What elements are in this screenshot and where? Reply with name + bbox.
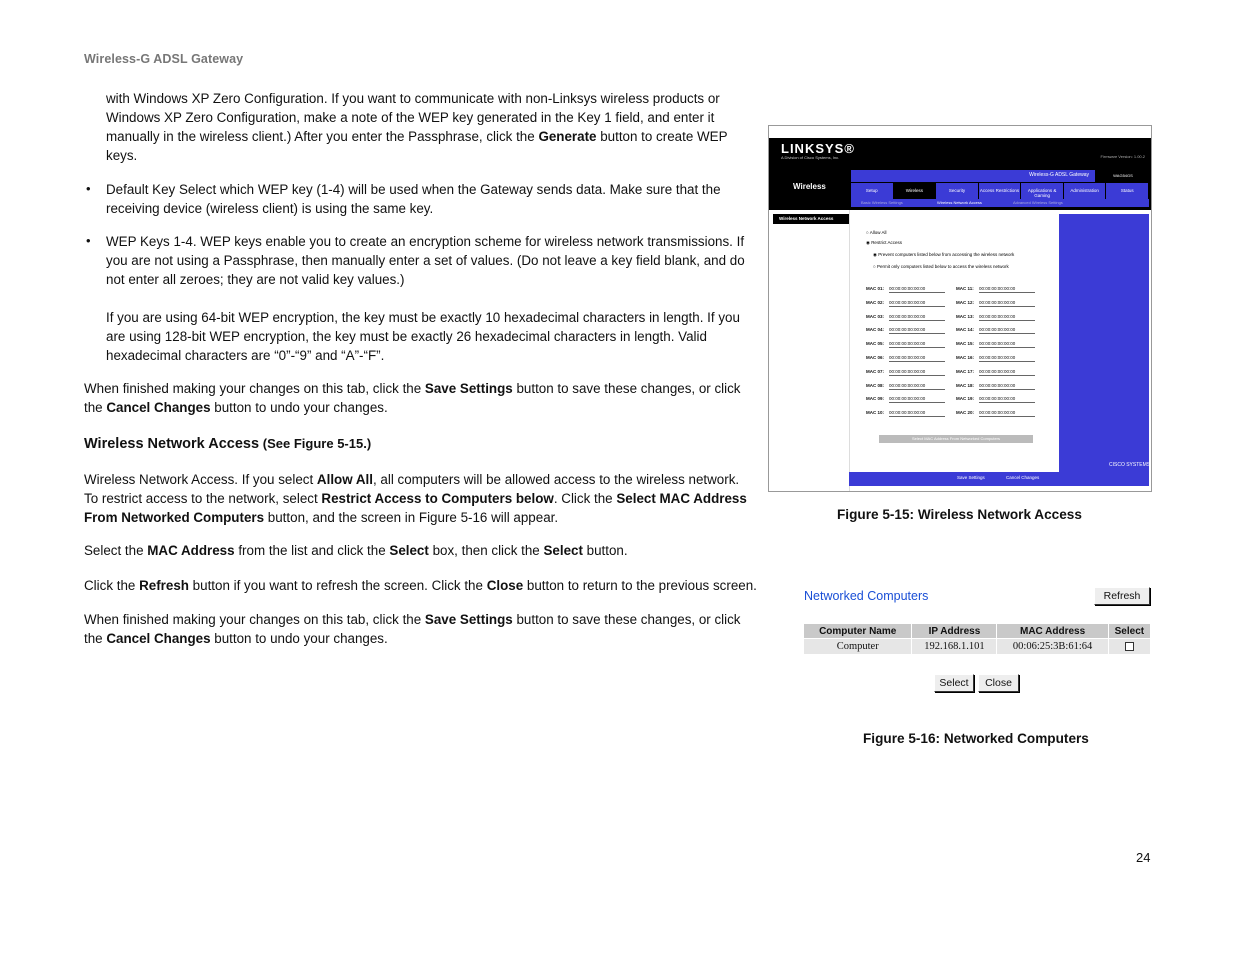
text-line: manually in the wireless client.) After you enter the Passphrase, click the Generate button to create WEP xyxy=(106,129,728,144)
mac-label: MAC 05: xyxy=(866,341,885,347)
text-line: the Cancel Changes button to undo your changes. xyxy=(84,400,388,415)
text-line: you are not using a Passphrase, then manually enter a set of values. (Do not leave a key field blank, and do xyxy=(106,253,745,268)
mac-input[interactable]: 00:00:00:00:00:00 xyxy=(889,381,945,390)
sub-tabs xyxy=(851,199,1149,207)
cisco-logo: CISCO SYSTEMS xyxy=(1109,462,1151,468)
column-select: Select xyxy=(1108,624,1150,639)
cancel-changes-button[interactable]: Cancel Changes xyxy=(1006,475,1040,480)
text-line: From Networked Computers button, and the screen in Figure 5-16 will appear. xyxy=(84,510,559,525)
mac-input[interactable]: 00:00:00:00:00:00 xyxy=(979,353,1035,362)
tab-status[interactable]: Status xyxy=(1106,183,1148,199)
networked-computers-table xyxy=(803,623,1151,655)
mac-label: MAC 01: xyxy=(866,286,885,291)
paragraph-network-access xyxy=(84,470,774,527)
paragraph-refresh xyxy=(84,576,774,595)
close-button[interactable]: Close xyxy=(978,674,1019,692)
radio-allow-all[interactable]: ○ Allow All xyxy=(866,230,887,235)
tab-setup[interactable]: Setup xyxy=(851,183,893,199)
mac-input[interactable]: 00:00:00:00:00:00 xyxy=(889,353,945,362)
text-line: with Windows XP Zero Configuration. If you want to communicate with non-Linksys wireless products or xyxy=(106,91,720,106)
text-line: When finished making your changes on this tab, click the Save Settings button to save these changes, or click xyxy=(84,612,741,627)
paragraph-select-mac xyxy=(84,541,764,560)
mac-label: MAC 14: xyxy=(956,327,975,333)
linksys-logo: LINKSYS® xyxy=(781,141,855,156)
mac-label: MAC 04: xyxy=(866,327,885,333)
cell-computer-name: Computer xyxy=(804,639,912,655)
bullet-marker: • xyxy=(86,181,91,196)
text-line: Click the Refresh button if you want to refresh the screen. Click the Close button to return to the previous screen. xyxy=(84,578,757,593)
mac-input[interactable]: 00:00:00:00:00:00 xyxy=(979,394,1035,403)
mac-label: MAC 16: xyxy=(956,355,975,360)
left-panel-label: Wireless Network Access xyxy=(773,214,849,224)
mac-label: MAC 20: xyxy=(956,410,975,416)
logo-subtitle: A Division of Cisco Systems, Inc. xyxy=(781,155,840,160)
figure-16-caption: Figure 5-16: Networked Computers xyxy=(863,731,1089,746)
text-line: Windows XP Zero Configuration, make a note of the WEP key generated in the Key 1 field, and enter it xyxy=(106,110,715,125)
mac-label: MAC 09: xyxy=(866,396,885,402)
subtab-basic[interactable]: Basic Wireless Settings xyxy=(861,200,903,205)
bullet-marker: • xyxy=(86,233,91,248)
text-line: To restrict access to the network, select Restrict Access to Computers below. Click the Select MAC Address xyxy=(84,491,747,506)
mac-label: MAC 07: xyxy=(866,368,885,374)
text-line: When finished making your changes on this tab, click the Save Settings button to save these changes, or click xyxy=(84,381,741,396)
paragraph-save-settings-2 xyxy=(84,610,764,648)
mac-label: MAC 02: xyxy=(866,299,885,305)
tab-security[interactable]: Security xyxy=(936,183,978,199)
select-mac-button[interactable]: Select MAC Address From Networked Computers xyxy=(879,435,1033,443)
mac-label: MAC 06: xyxy=(866,355,885,360)
mac-label: MAC 18: xyxy=(956,382,975,388)
text-line: are using 128-bit WEP encryption, the key must be exactly 26 hexadecimal characters in length. Valid xyxy=(106,329,707,344)
subtab-advanced[interactable]: Advanced Wireless Settings xyxy=(1013,200,1063,205)
product-bar xyxy=(851,170,1095,182)
text-line: receiving device (wireless client) is using the same key. xyxy=(106,201,434,216)
mac-input[interactable]: 00:00:00:00:00:00 xyxy=(979,381,1035,390)
left-panel xyxy=(769,214,849,492)
mac-input[interactable]: 00:00:00:00:00:00 xyxy=(889,312,945,321)
mac-input[interactable]: 00:00:00:00:00:00 xyxy=(889,325,945,334)
mac-label: MAC 17: xyxy=(956,368,975,374)
mac-label: MAC 10: xyxy=(866,410,885,416)
tab-access-restrictions[interactable]: Access Restrictions xyxy=(979,183,1021,199)
column-computer-name: Computer Name xyxy=(804,624,912,639)
text-line: Default Key Select which WEP key (1-4) will be used when the Gateway sends data. Make sure that the xyxy=(106,182,721,197)
firmware-version: Firmware Version: 1.00.2 xyxy=(1100,154,1145,159)
bullet-wep-keys xyxy=(106,232,771,289)
page-number: 24 xyxy=(1136,850,1151,865)
paragraph-wep-length xyxy=(106,308,771,365)
cell-ip-address: 192.168.1.101 xyxy=(912,639,997,655)
tab-administration[interactable]: Administration xyxy=(1064,183,1106,199)
text-line: the Cancel Changes button to undo your changes. xyxy=(84,631,388,646)
tab-applications-gaming[interactable]: Applications & Gaming xyxy=(1021,183,1063,199)
product-name: Wireless-G ADSL Gateway xyxy=(1029,172,1089,178)
mac-input[interactable]: 00:00:00:00:00:00 xyxy=(889,408,945,417)
figure-wireless-network-access xyxy=(768,125,1152,492)
save-settings-button[interactable]: Save Settings xyxy=(957,475,985,480)
paragraph-save-settings-1 xyxy=(84,379,764,417)
section-heading: Wireless Network Access (See Figure 5-15.) xyxy=(84,436,372,452)
mac-input[interactable]: 00:00:00:00:00:00 xyxy=(979,312,1035,321)
radio-permit[interactable]: ○ Permit only computers listed below to access the wireless network xyxy=(873,264,1009,269)
mac-input[interactable]: 00:00:00:00:00:00 xyxy=(889,394,945,403)
mac-input[interactable]: 00:00:00:00:00:00 xyxy=(979,367,1035,376)
mac-input[interactable]: 00:00:00:00:00:00 xyxy=(889,367,945,376)
section-title: Wireless xyxy=(793,182,826,191)
main-tabs xyxy=(851,183,1149,199)
mac-label: MAC 19: xyxy=(956,396,975,402)
text-line: keys. xyxy=(106,148,138,163)
text-line: not enter all zeroes; they are not valid key values.) xyxy=(106,272,405,287)
radio-prevent[interactable]: ◉ Prevent computers listed below from accessing the wireless network xyxy=(873,252,1015,257)
networked-computers-title: Networked Computers xyxy=(804,589,929,603)
column-mac-address: MAC Address xyxy=(997,624,1108,639)
mac-label: MAC 11: xyxy=(956,286,974,291)
mac-input[interactable]: 00:00:00:00:00:00 xyxy=(889,284,945,293)
mac-label: MAC 03: xyxy=(866,313,885,319)
text-line: WEP Keys 1-4. WEP keys enable you to create an encryption scheme for wireless network transmissions. If xyxy=(106,234,745,249)
text-line: Wireless Network Access. If you select Allow All, all computers will be allowed access to the wireless network. xyxy=(84,472,740,487)
bullet-default-key xyxy=(106,180,766,218)
mac-input[interactable]: 00:00:00:00:00:00 xyxy=(979,284,1035,293)
refresh-button[interactable]: Refresh xyxy=(1094,587,1150,605)
table-row xyxy=(804,639,1151,655)
radio-restrict-access[interactable]: ◉ Restrict Access xyxy=(866,240,902,245)
right-panel xyxy=(1059,214,1149,474)
paragraph-wep-passphrase xyxy=(106,89,766,165)
cell-mac-address: 00:06:25:3B:61:64 xyxy=(997,639,1108,655)
select-button[interactable]: Select xyxy=(934,674,974,692)
mac-input[interactable]: 00:00:00:00:00:00 xyxy=(979,325,1035,334)
running-header: Wireless-G ADSL Gateway xyxy=(84,52,244,66)
tab-wireless[interactable]: Wireless xyxy=(894,183,936,199)
button-bar xyxy=(849,472,1149,486)
mac-label: MAC 15: xyxy=(956,341,975,347)
text-line: Select the MAC Address from the list and click the Select box, then click the Select button. xyxy=(84,543,628,558)
table-header-row xyxy=(804,624,1151,639)
text-line: If you are using 64-bit WEP encryption, the key must be exactly 10 hexadecimal characters in length. If you xyxy=(106,310,740,325)
mac-label: MAC 12: xyxy=(956,299,975,305)
mac-input[interactable]: 00:00:00:00:00:00 xyxy=(889,339,945,348)
subtab-network-access[interactable]: Wireless Network Access xyxy=(937,200,982,205)
figure-15-caption: Figure 5-15: Wireless Network Access xyxy=(837,507,1082,522)
mac-input[interactable]: 00:00:00:00:00:00 xyxy=(889,298,945,307)
select-checkbox[interactable] xyxy=(1125,642,1134,651)
column-ip-address: IP Address xyxy=(912,624,997,639)
mac-label: MAC 08: xyxy=(866,382,885,388)
mac-input[interactable]: 00:00:00:00:00:00 xyxy=(979,298,1035,307)
mac-input[interactable]: 00:00:00:00:00:00 xyxy=(979,408,1035,417)
text-line: hexadecimal characters are “0”-“9” and “A”-“F”. xyxy=(106,348,385,363)
model-number: WAG54GS xyxy=(1113,173,1133,178)
mac-label: MAC 13: xyxy=(956,313,975,319)
cell-select xyxy=(1108,639,1150,655)
mac-input[interactable]: 00:00:00:00:00:00 xyxy=(979,339,1035,348)
